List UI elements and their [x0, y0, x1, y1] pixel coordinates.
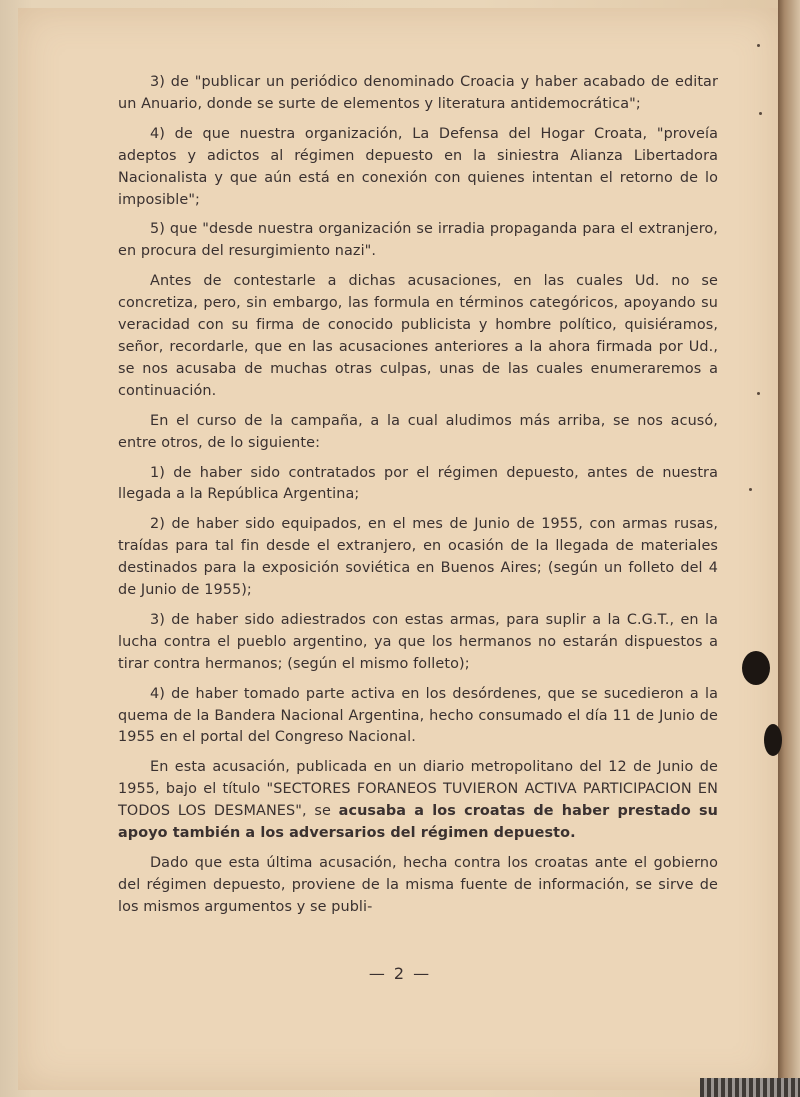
list-item-1: 1) de haber sido contratados por el régimen depuesto, antes de nuestra llegada a la República Argentina;: [118, 464, 718, 503]
punch-hole: [742, 651, 770, 685]
list-item-4: 4) de haber tomado parte activa en los desórdenes, que se sucedieron a la quema de la Bandera Nacional Argentina, hecho consumado el día 11 de Junio de 1955 en el portal del Congreso Nacional.: [118, 685, 718, 746]
page-number: — 2 —: [368, 964, 432, 983]
paragraph-acusacion: [118, 757, 718, 845]
paragraph-acusacion-bold: acusaba a los croatas de haber prestado su apoyo también a los adversarios del régimen depuesto.: [118, 803, 718, 842]
page-edge: [778, 0, 800, 1097]
list-item-2: 2) de haber sido equipados, en el mes de Junio de 1955, con armas rusas, traídas para tal fin desde el extranjero, en ocasión de la llegada de materiales destinados para la exposición soviética en Buenos Aires; (según un folleto del 4 de Junio de 1955);: [118, 516, 718, 599]
speck: [757, 392, 760, 395]
bottom-strip: [700, 1078, 800, 1097]
paragraph-3: 3) de "publicar un periódico denominado Croacia y haber acabado de editar un Anuario, donde se surte de elementos y literatura antidemocrática";: [118, 74, 718, 112]
paragraph-acusacion-text: En esta acusación, publicada en un diario metropolitano del 12 de Junio de 1955, bajo el título "SECTORES FORANEOS TUVIERON ACTIVA PARTICIPACION EN TODOS LOS DESMANES", se: [118, 759, 718, 820]
speck: [749, 488, 752, 491]
paragraph-antes: Antes de contestarle a dichas acusaciones, en las cuales Ud. no se concretiza, pero, sin embargo, las formula en términos categóricos, apoyando su veracidad con su firma de conocido publicista y hombre político, quisiéramos, señor, recordarle, que en las acusaciones anteriores a la ahora firmada por Ud., se nos acusaba de muchas otras culpas, unas de las cuales enumeraremos a continuación.: [118, 273, 718, 399]
speck: [757, 44, 760, 47]
speck: [759, 112, 762, 115]
list-item-3: 3) de haber sido adiestrados con estas armas, para suplir a la C.G.T., en la lucha contra el pueblo argentino, ya que los hermanos no estarán dispuestos a tirar contra hermanos; (según el mismo folleto);: [118, 611, 718, 672]
paragraph-5: 5) que "desde nuestra organización se irradia propaganda para el extranjero, en procura del resurgimiento nazi".: [118, 221, 718, 260]
paragraph-en-el-curso: En el curso de la campaña, a la cual aludimos más arriba, se nos acusó, entre otros, de lo siguiente:: [118, 412, 718, 451]
paragraph-dado-que: Dado que esta última acusación, hecha contra los croatas ante el gobierno del régimen depuesto, proviene de la misma fuente de información, se sirve de los mismos argumentos y se publi-: [118, 855, 718, 915]
punch-hole: [764, 724, 782, 756]
body-text: [118, 72, 718, 919]
paragraph-4: 4) de que nuestra organización, La Defensa del Hogar Croata, "proveía adeptos y adictos al régimen depuesto en la siniestra Alianza Libertadora Nacionalista y que aún está en conexión con quienes intentan el retorno de lo imposible";: [118, 125, 718, 208]
